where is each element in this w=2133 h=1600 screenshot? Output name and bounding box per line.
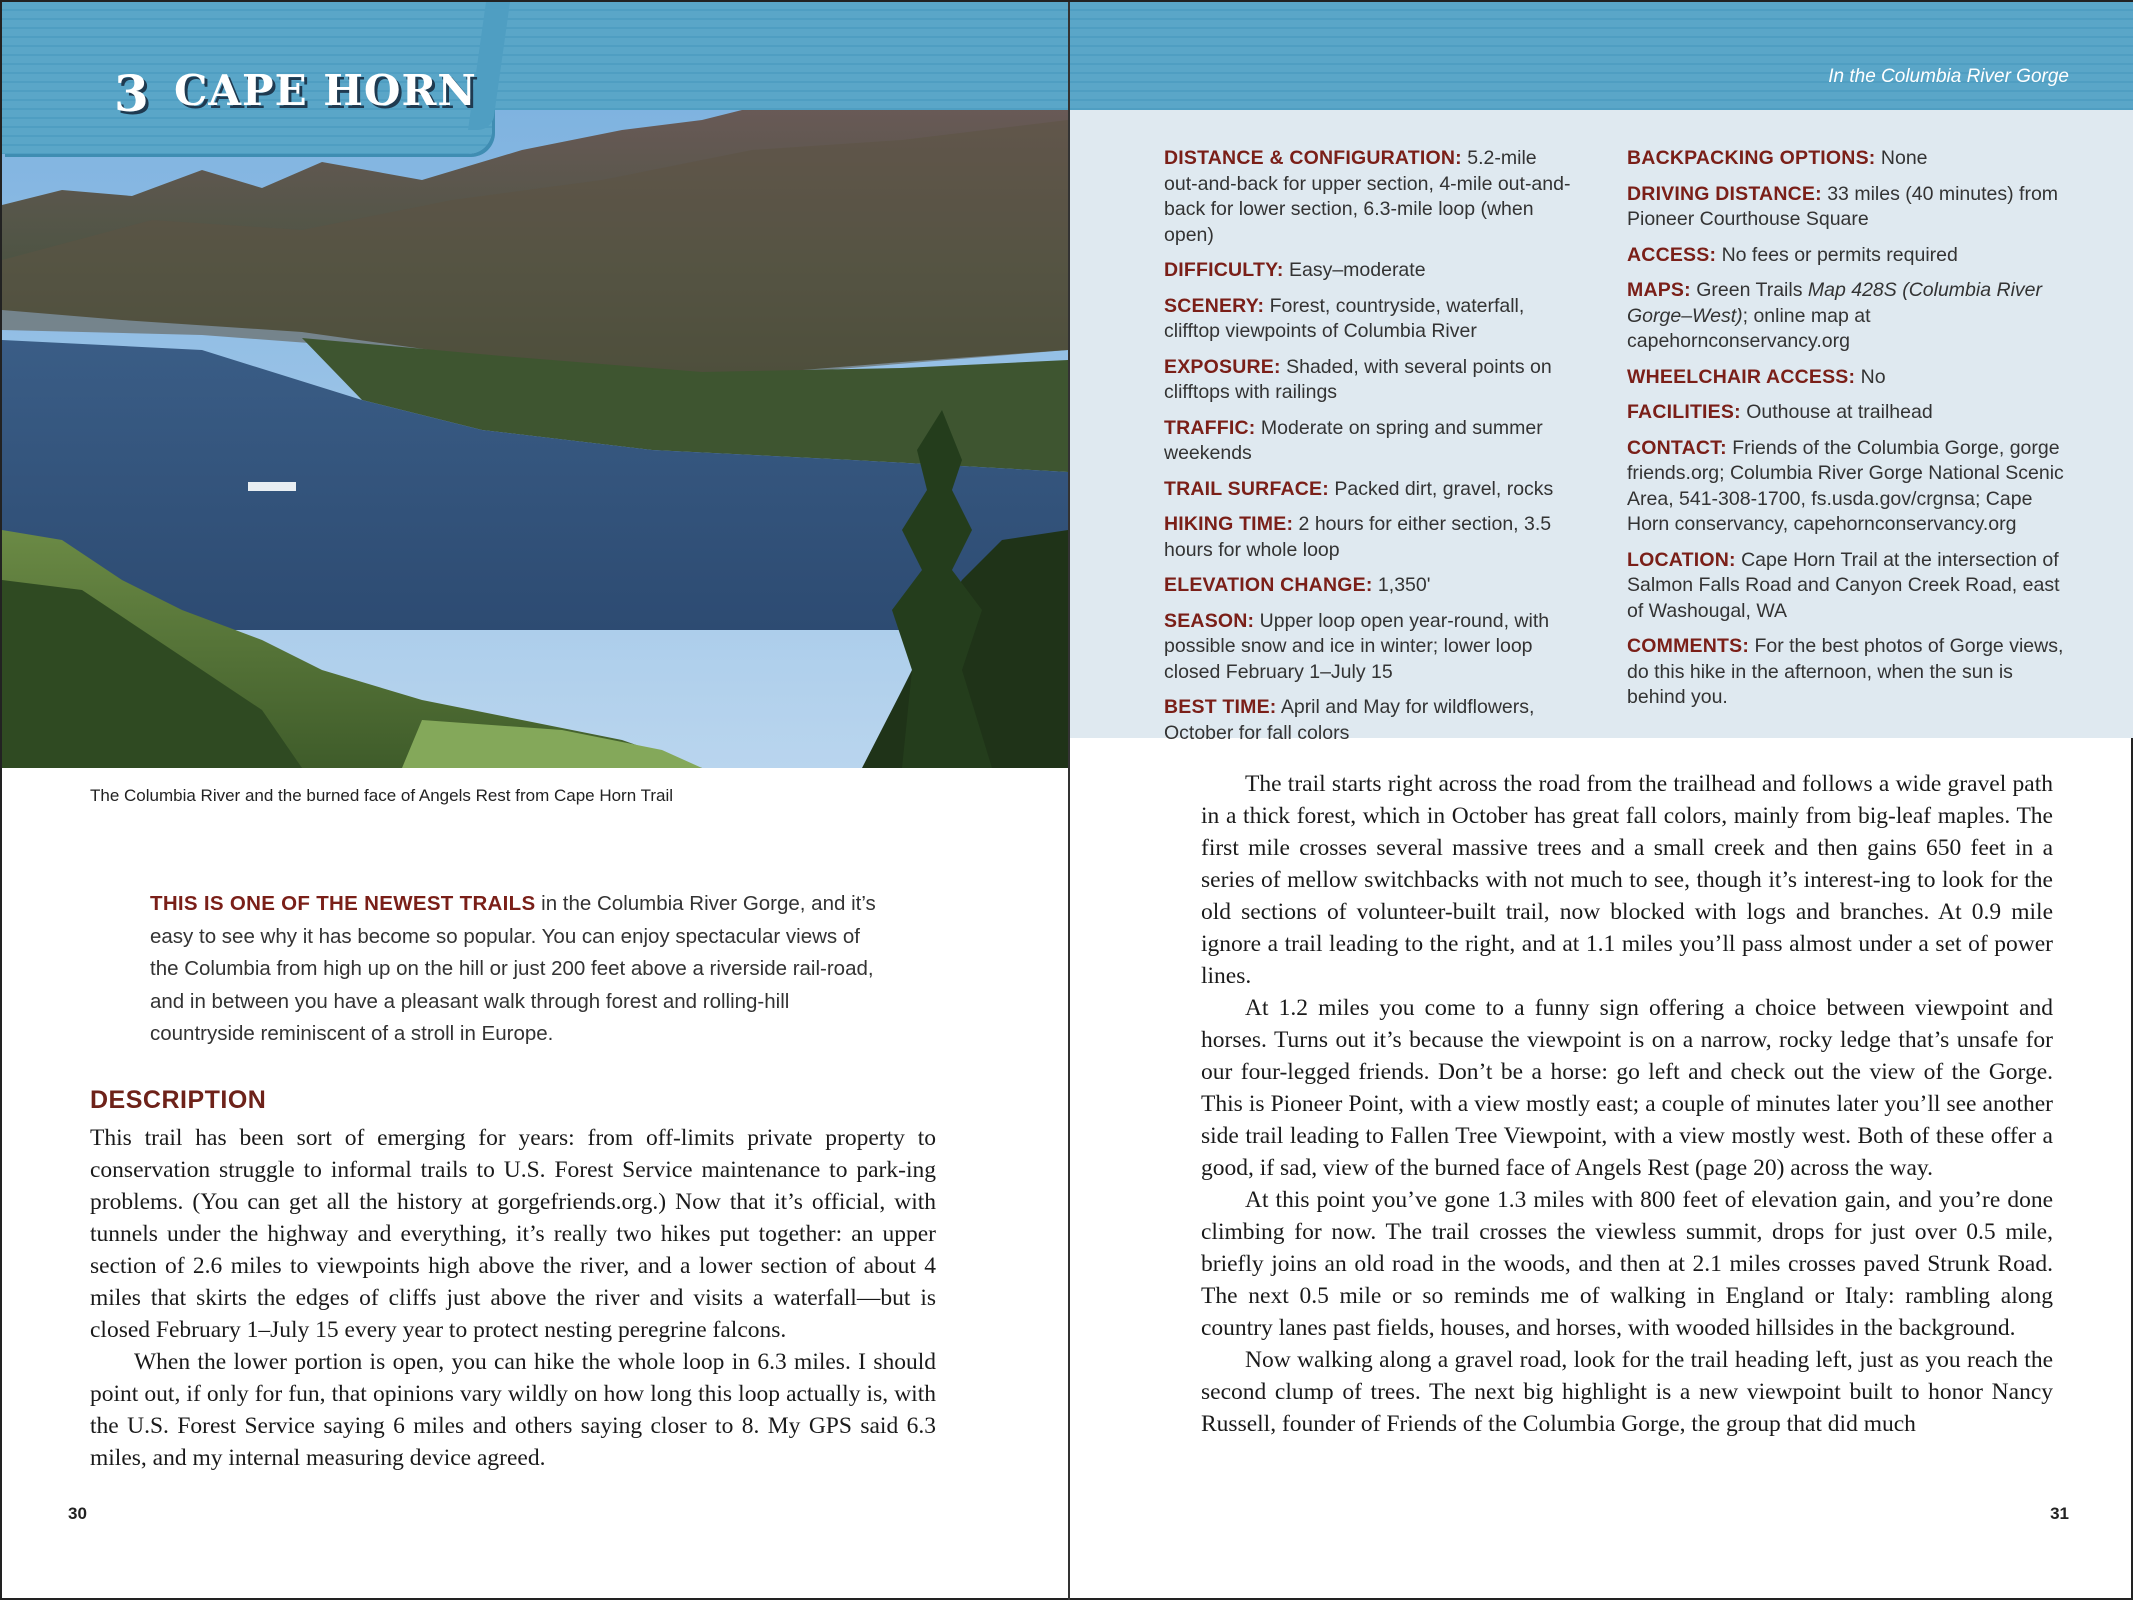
info-key: ACCESS: (1627, 243, 1717, 266)
info-value: For the best photos of Gorge views, do this hike in the afternoon, when the sun is behind you. (1627, 635, 2064, 708)
info-item (1627, 243, 2072, 269)
info-value: Forest, countryside, waterfall, clifftop viewpoints of Columbia River (1164, 294, 1525, 342)
body-paragraph: This trail has been sort of emerging for years: from off-limits private property to conservation struggle to informal trails to U.S. Forest Service maintenance to park-ing problems. (You can get all the history at gorgefriends.org.) Now that it’s official, with tunnels under the highway and everything, it’s really two hikes put together: an upper section of 2.6 miles to viewpoints high above the river, and a lower section of about 4 miles that skirts the edges of cliffs just above the river and visits a waterfall—but is closed February 1–July 15 every year to protect nesting peregrine falcons. (90, 1125, 936, 1343)
boat-icon (248, 482, 296, 491)
header-band (1070, 2, 2133, 110)
body-paragraph: At 1.2 miles you come to a funny sign offering a choice between viewpoint and horses. Turns out it’s because the viewpoint is on a narrow, rocky ledge that’s unsafe for our four-legged friends. Don’t be a horse: go left and check out the view of the Gorge. This is Pioneer Point, with a view mostly east; a couple of minutes later you’ll see another side trail leading to Fallen Tree Viewpoint, with a view mostly west. Both of these offer a good, if sad, view of the burned face of Angels Rest (page 20) across the way. (1201, 995, 2053, 1181)
map-title: Map 428S (Columbia River Gorge–West) (1627, 279, 2042, 327)
info-key: SCENERY: (1164, 294, 1265, 317)
info-column-left (1164, 146, 1574, 756)
photo-caption: The Columbia River and the burned face of Angels Rest from Cape Horn Trail (90, 786, 674, 805)
info-item (1164, 416, 1574, 467)
info-value: No fees or permits required (1716, 243, 1958, 266)
info-key: SEASON: (1164, 609, 1255, 632)
info-key: DIFFICULTY: (1164, 259, 1284, 281)
body-paragraph: When the lower portion is open, you can hike the whole loop in 6.3 miles. I should point out, if only for fun, that opinions vary wildly on how long this loop actually is, with the U.S. Forest Service saying 6 miles and others saying closer to 8. My GPS said 6.3 miles, and my internal measuring device agreed. (90, 1349, 936, 1471)
info-item (1627, 365, 2072, 391)
info-key: TRAFFIC: (1164, 416, 1256, 439)
info-key: WHEELCHAIR ACCESS: (1627, 365, 1856, 388)
info-item (1627, 400, 2072, 426)
info-value: Cape Horn Trail at the intersection of Salmon Falls Road and Canyon Creek Road, east of Washougal, WA (1627, 548, 2060, 622)
info-item (1627, 634, 2072, 711)
description-body (90, 1122, 936, 1474)
info-value-suffix: ; online map at capehornconservancy.org (1627, 304, 1871, 352)
info-value: Easy–moderate (1283, 259, 1426, 281)
info-value: None (1875, 147, 1928, 169)
left-page (2, 2, 1068, 1600)
info-item (1627, 548, 2072, 625)
info-key: ELEVATION CHANGE: (1164, 574, 1373, 596)
info-item (1164, 294, 1574, 345)
info-column-right (1627, 146, 2072, 721)
description-heading: DESCRIPTION (90, 1086, 267, 1114)
info-key: FACILITIES: (1627, 401, 1741, 423)
info-key: TRAIL SURFACE: (1164, 477, 1329, 500)
info-key: DRIVING DISTANCE: (1627, 182, 1822, 205)
info-item (1164, 477, 1574, 503)
info-item (1164, 573, 1574, 599)
info-key: HIKING TIME: (1164, 513, 1294, 535)
intro-text: in the Columbia River Gorge, and it’s easy to see why it has become so popular. You can enjoy spectacular views of the Columbia from high up on the hill or just 200 feet above a riverside rail-road, and in between you have a pleasant walk through forest and rolling-hill countryside reminiscent of a stroll in Europe. (150, 892, 876, 1045)
info-key: MAPS: (1627, 279, 1691, 301)
info-key: LOCATION: (1627, 548, 1736, 571)
info-value: Packed dirt, gravel, rocks (1328, 477, 1554, 500)
info-value: 2 hours for either section, 3.5 hours for whole loop (1164, 513, 1552, 561)
info-value: April and May for wildflowers, October for fall colors (1164, 696, 1535, 744)
info-key: CONTACT: (1627, 436, 1727, 459)
info-item (1164, 258, 1574, 284)
info-value-prefix: Green Trails (1690, 279, 1808, 301)
trail-title: CAPE HORN (174, 66, 477, 115)
page-number: 31 (2050, 1504, 2069, 1523)
info-item (1164, 609, 1574, 686)
info-key: EXPOSURE: (1164, 355, 1281, 378)
info-key: BACKPACKING OPTIONS: (1627, 147, 1876, 169)
landscape-image (2, 110, 1068, 768)
info-value: Outhouse at trailhead (1740, 401, 1933, 423)
info-item (1627, 436, 2072, 538)
trail-number: 3 (114, 64, 149, 123)
info-value: Friends of the Columbia Gorge, gorge friends.org; Columbia River Gorge National Scenic Area, 541-308-1700, fs.usda.gov/crgnsa; Cape Horn conservancy, capehornconservancy.org (1627, 436, 2064, 535)
info-value: 1,350' (1372, 574, 1431, 596)
body-paragraph: Now walking along a gravel road, look for the trail heading left, just as you reach the second clump of trees. The next big highlight is a new viewpoint built to honor Nancy Russell, founder of Friends of the Columbia Gorge, the group that did much (1201, 1347, 2053, 1437)
intro-paragraph (150, 888, 890, 1051)
trail-info-box (1070, 110, 2133, 744)
info-item (1164, 695, 1574, 746)
info-value: Shaded, with several points on clifftops with railings (1164, 355, 1552, 403)
body-paragraph: The trail starts right across the road from the trailhead and follows a wide gravel path in a thick forest, which in October has great fall colors, mainly from big-leaf maples. The first mile crosses several massive trees and a small creek and then gains 650 feet in a series of mellow switchbacks with not much to see, though it’s interest-ing to look for the old sections of volunteer-built trail, now blocked with logs and branches. At 0.9 mile ignore a trail leading to the right, and at 1.1 miles you’ll pass almost under a set of power lines. (1201, 771, 2053, 989)
info-item (1627, 182, 2072, 233)
info-item (1627, 146, 2072, 172)
info-key: BEST TIME: (1164, 696, 1277, 718)
info-item (1164, 146, 1574, 248)
info-item (1164, 355, 1574, 406)
info-item (1627, 278, 2072, 355)
gorge-photo (2, 110, 1068, 768)
info-key: COMMENTS: (1627, 635, 1750, 657)
info-value: 5.2-mile out-and-back for upper section, 4-mile out-and-back for lower section, 6.3-mile loop (when open) (1164, 147, 1571, 246)
info-value: Upper loop open year-round, with possible snow and ice in winter; lower loop closed February 1–July 15 (1164, 609, 1550, 683)
info-value: 33 miles (40 minutes) from Pioneer Courthouse Square (1627, 182, 2059, 230)
info-key: DISTANCE & CONFIGURATION: (1164, 147, 1462, 169)
info-value: Moderate on spring and summer weekends (1164, 416, 1543, 464)
info-item (1164, 512, 1574, 563)
right-page (1070, 2, 2133, 1600)
body-paragraph: At this point you’ve gone 1.3 miles with 800 feet of elevation gain, and you’re done climbing for now. The trail crosses the viewless summit, drops for just over 0.5 mile, briefly joins an old road in the woods, and then at 2.1 miles crosses paved Strunk Road. The next 0.5 mile or so reminds me of walking in England or Italy: rambling along country lanes past fields, houses, and horses, with wooded hillsides in the background. (1201, 1187, 2053, 1341)
trail-narrative (1201, 768, 2053, 1440)
page-number: 30 (68, 1504, 87, 1523)
info-value: No (1855, 365, 1886, 388)
running-head: In the Columbia River Gorge (1828, 66, 2069, 87)
intro-lead: THIS IS ONE OF THE NEWEST TRAILS (150, 892, 536, 915)
